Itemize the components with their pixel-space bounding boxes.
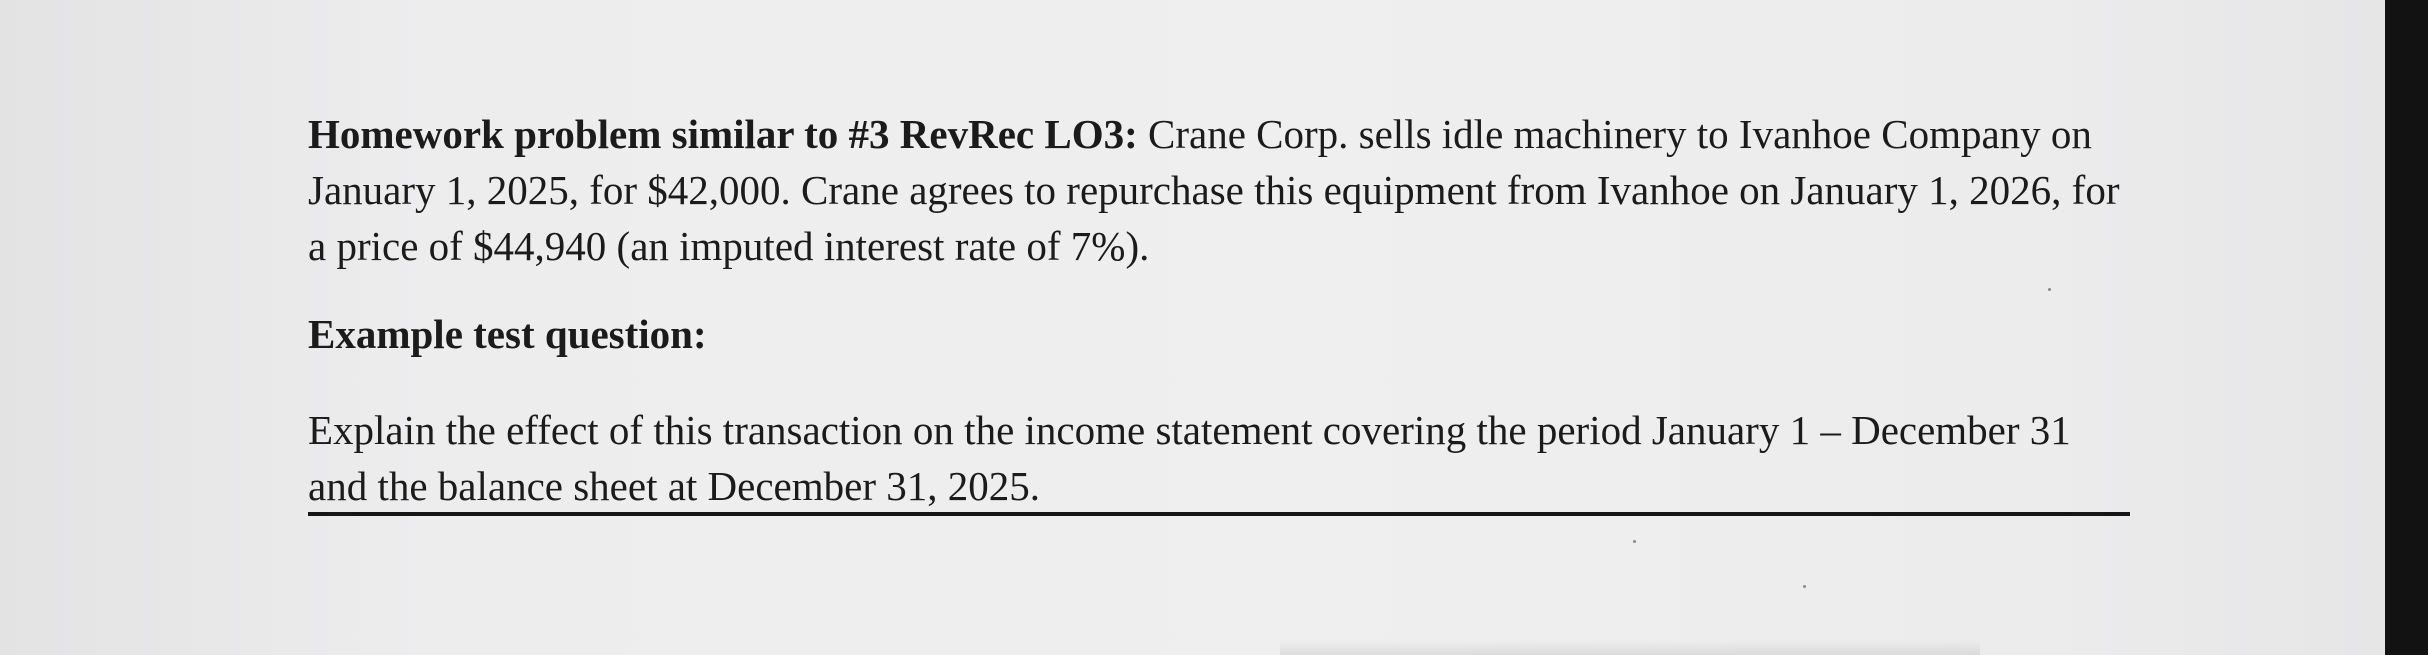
monitor-bezel bbox=[2385, 0, 2428, 655]
problem-statement bbox=[308, 106, 2138, 274]
screen-speck bbox=[1633, 540, 1636, 543]
document-content bbox=[308, 106, 2138, 514]
example-question: Explain the effect of this transaction on the income statement covering the period January 1 – December 31 and the balance sheet at December 31, 2025. bbox=[308, 407, 2071, 509]
cut-off-text-shadow bbox=[1280, 640, 1980, 655]
example-heading: Example test question: bbox=[308, 311, 707, 357]
underline-rule bbox=[308, 512, 2130, 516]
problem-text: Crane Corp. sells idle machinery to Ivanhoe Company on January 1, 2025, for $42,000. Crane agrees to repurchase this equipment from Ivanhoe on January 1, 2026, for a price of $44,940 (an imputed interest rate of 7%). bbox=[308, 111, 2120, 269]
screen-speck bbox=[1803, 585, 1806, 588]
problem-lead: Homework problem similar to #3 RevRec LO3: bbox=[308, 111, 1138, 157]
screen-speck bbox=[2048, 288, 2051, 291]
